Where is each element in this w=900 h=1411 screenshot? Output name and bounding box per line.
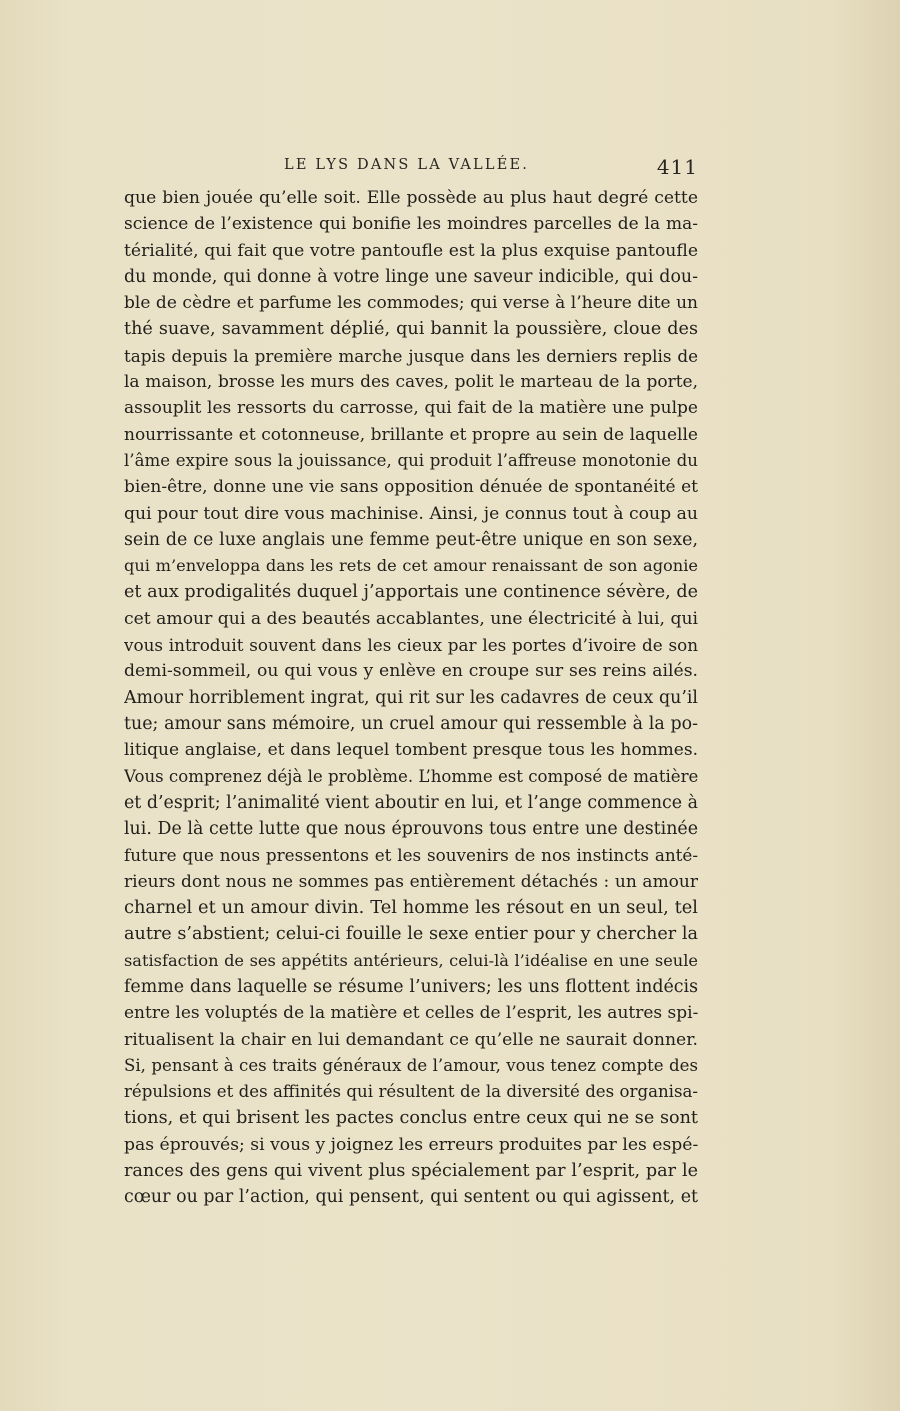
text-line: tions, et qui brisent les pactes conclus entre ceux qui ne se sont — [124, 1108, 698, 1129]
text-line: cet amour qui a des beautés accablantes, une électricité à lui, qui — [124, 608, 698, 629]
text-line: nourrissante et cotonneuse, brillante et propre au sein de laquelle — [124, 424, 698, 445]
text-line: lui. De là cette lutte que nous éprouvons tous entre une destinée — [124, 819, 698, 840]
text-line: rances des gens qui vivent plus spécialement par l’esprit, par le — [124, 1160, 698, 1181]
text-line: térialité, qui fait que votre pantoufle est la plus exquise pantoufle — [124, 240, 698, 261]
text-line: ritualisent la chair en lui demandant ce qu’elle ne saurait donner. — [124, 1029, 698, 1050]
text-line: cœur ou par l’action, qui pensent, qui sentent ou qui agissent, et — [124, 1187, 698, 1208]
text-line: qui m’enveloppa dans les rets de cet amour renaissant de son agonie — [124, 556, 698, 576]
text-line: tue; amour sans mémoire, un cruel amour qui ressemble à la po- — [124, 713, 698, 734]
text-line: vous introduit souvent dans les cieux par les portes d’ivoire de son — [124, 635, 698, 656]
text-line: la maison, brosse les murs des caves, polit le marteau de la porte, — [124, 372, 698, 393]
text-line: bien-être, donne une vie sans opposition dénuée de spontanéité et — [124, 477, 698, 498]
body-text — [124, 185, 698, 1211]
text-line: Vous comprenez déjà le problème. L’homme est composé de matière — [124, 766, 698, 786]
page-header — [124, 155, 698, 185]
text-line: litique anglaise, et dans lequel tombent presque tous les hommes. — [124, 740, 698, 761]
text-line: Amour horriblement ingrat, qui rit sur les cadavres de ceux qu’il — [124, 687, 698, 708]
text-line: future que nous pressentons et les souvenirs de nos instincts anté- — [124, 845, 698, 866]
text-line: Si, pensant à ces traits généraux de l’amour, vous tenez compte des — [124, 1055, 698, 1075]
text-line: l’âme expire sous la jouissance, qui produit l’affreuse monotonie du — [124, 450, 698, 470]
text-line: sein de ce luxe anglais une femme peut-être unique en son sexe, — [124, 529, 698, 550]
text-line: du monde, qui donne à votre linge une saveur indicible, qui dou- — [124, 266, 698, 287]
running-title: LE LYS DANS LA VALLÉE. — [284, 157, 530, 173]
text-line: thé suave, savamment déplié, qui bannit la poussière, cloue des — [124, 319, 698, 340]
text-line: ble de cèdre et parfume les commodes; qui verse à l’heure dite un — [124, 293, 698, 314]
text-line: satisfaction de ses appétits antérieurs, celui-là l’idéalise en une seule — [124, 950, 698, 970]
page-number: 411 — [656, 155, 698, 179]
text-line: demi-sommeil, ou qui vous y enlève en croupe sur ses reins ailés. — [124, 661, 698, 682]
text-line: charnel et un amour divin. Tel homme les résout en un seul, tel — [124, 897, 698, 919]
text-line: autre s’abstient; celui-ci fouille le sexe entier pour y chercher la — [124, 924, 698, 945]
text-line: femme dans laquelle se résume l’univers; les uns flottent indécis — [124, 976, 698, 997]
text-line: qui pour tout dire vous machinise. Ainsi, je connus tout à coup au — [124, 503, 698, 524]
text-line: répulsions et des affinités qui résultent de la diversité des organisa- — [124, 1082, 698, 1102]
text-line: que bien jouée qu’elle soit. Elle possède au plus haut degré cette — [124, 188, 698, 208]
text-line: entre les voluptés de la matière et celles de l’esprit, les autres spi- — [124, 1003, 698, 1024]
text-line: assouplit les ressorts du carrosse, qui fait de la matière une pulpe — [124, 398, 698, 419]
text-line: pas éprouvés; si vous y joignez les erreurs produites par les espé- — [124, 1134, 698, 1155]
text-line: science de l’existence qui bonifie les moindres parcelles de la ma- — [124, 214, 698, 235]
text-line: et aux prodigalités duquel j’apportais une continence sévère, de — [124, 582, 698, 603]
text-line: tapis depuis la première marche jusque dans les derniers replis de — [124, 345, 698, 366]
text-line: rieurs dont nous ne sommes pas entièrement détachés : un amour — [124, 871, 698, 892]
text-line: et d’esprit; l’animalité vient aboutir en lui, et l’ange commence à — [124, 792, 698, 813]
